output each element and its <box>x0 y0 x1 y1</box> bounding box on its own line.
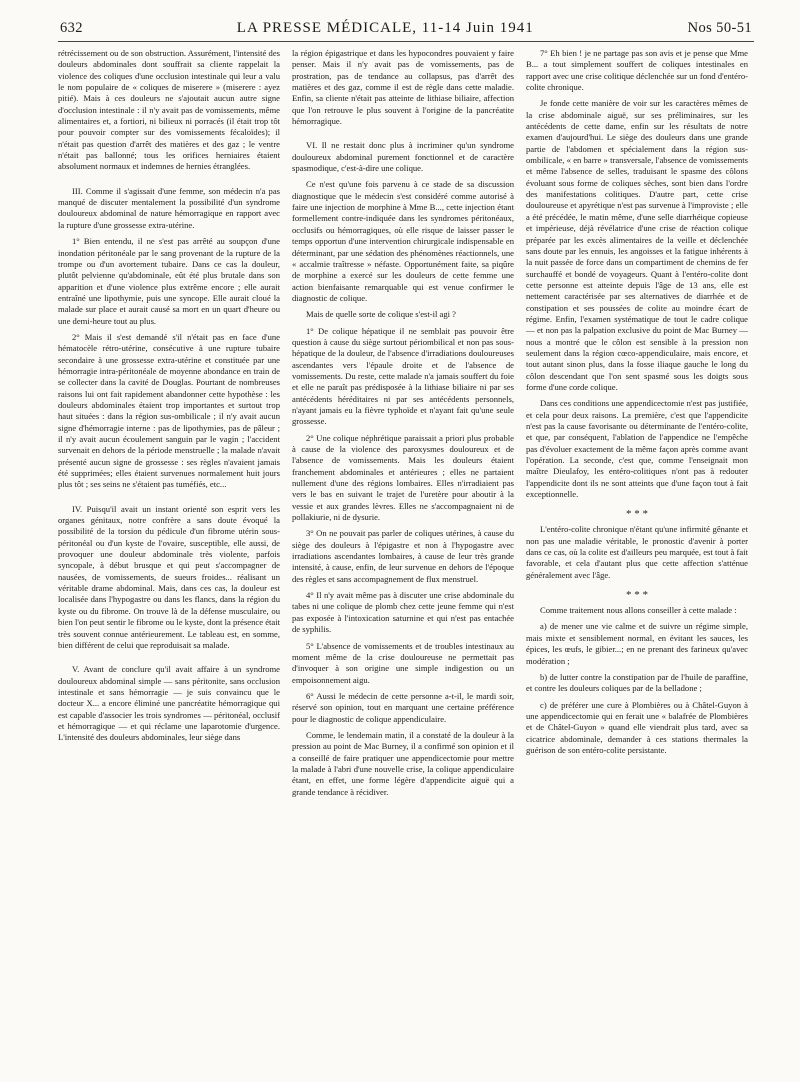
paragraph: a) de mener une vie calme et de suivre un régime simple, mais mixte et sensiblement normal, en évitant les sauces, les épices, les œufs, le gibier...; en ne prenant des farineux qu'avec modération ; <box>526 621 748 666</box>
paragraph: V. Avant de conclure qu'il avait affaire à un syndrome douloureux abdominal simple — sans péritonite, sans occlusion intestinale et sans hémorragie — je suis convaincu que le docteur X... a encore éliminé une pancréatite hémorragique qui est capable d'associer les trois syndromes — péritonéal, occlusif et hémorragique — et qui réclame une laparotomie d'urgence. L'intensité des douleurs abdominales, leur siège dans <box>58 664 280 743</box>
column-right <box>526 48 748 803</box>
paragraph: 1° De colique hépatique il ne semblait pas pouvoir être question à cause du siège surtout périombilical et non pas sous-hépatique de la douleur, de l'absence d'irradiations douloureuses ascendantes vers l'épaule droite et de l'absence de vomissements. Du reste, cette malade n'a jamais souffert du foie et elle ne paraît pas prédisposée à la lithiase biliaire ni par ses antécédents héréditaires ni par ses antécédents personnels, n'ayant jamais eu la fièvre typhoïde et n'ayant fait qu'une seule grossesse. <box>292 325 514 427</box>
paragraph: b) de lutter contre la constipation par de l'huile de paraffine, et contre les douleurs coliques par de la belladone ; <box>526 671 748 694</box>
paragraph: IV. Puisqu'il avait un instant orienté son esprit vers les organes génitaux, notre confrère a sans doute évoqué la possibilité de la torsion du pédicule d'un fibrome utérin sous-péritonéal ou d'un kyste de l'ovaire, susceptible, elle aussi, de provoquer une douleur abdominale très violente, parfois syncopale, à début brusque et qui peut s'accompagner de nausées, de vomissements, de sueurs froides... réalisant un véritable drame abdominal. Mais, dans ces cas, la douleur est localisée dans l'hypogastre ou dans les flancs, dans la région du kyste ou du fibrome. On trouve là de la défense musculaire, ou bien l'on peut sentir le fibrome ou le kyste, dont la présence était très souvent connue antérieurement. Le tableau est, en somme, bien différent de celui que reproduisait sa malade. <box>58 503 280 650</box>
paragraph: L'entéro-colite chronique n'étant qu'une infirmité gênante et non pas une maladie véritable, le pronostic d'avenir à porter dans ce cas, où la colite est d'ailleurs peu marquée, est tout à fait favorable, et cela d'autant plus que cette affection s'atténue généralement avec l'âge. <box>526 524 748 580</box>
paragraph: 3° On ne pouvait pas parler de coliques utérines, à cause du siège des douleurs à l'épigastre et non à l'hypogastre avec irradiations ascendantes lombaires, à cause de leur très grande intensité, à cause, enfin, de leur survenue en dehors de l'époque des règles et sans accompagnement de flux menstruel. <box>292 528 514 584</box>
paragraph: Comme traitement nous allons conseiller à cette malade : <box>540 605 737 616</box>
paragraph: rétrécissement ou de son obstruction. Assurément, l'intensité des douleurs abdominales dont souffrait sa cliente rappelait la violence des coliques d'une occlusion intestinale qui leur a valu le nom populaire de « coliques de miserere » (miserere : ayez pitié). Mais à ces douleurs ne s'ajoutait aucun autre signe d'occlusion intestinale : il n'y avait pas de vomissements, même alimentaires et, a fortiori, ni bilieux ni porracés (il était trop tôt pour pouvoir compter sur des vomissements fécaloïdes); il n'était pas question d'arrêt des matières et des gaz ; le ventre n'était pas ballonné; tous les orifices herniaires étaient absolument normaux et indemnes de hernies étranglées. <box>58 48 280 172</box>
paragraph: c) de préférer une cure à Plombières ou à Châtel-Guyon à une appendicectomie qui en ferait une « balafrée de Plombières et de Châtel-Guyon » quand elle viendrait plus tard, avec sa cicatrice abdominale, demander à ces stations thermales la guérison de son entéro-colite persistante. <box>526 699 748 755</box>
paragraph: 1° Bien entendu, il ne s'est pas arrêté au soupçon d'une inondation péritonéale par le sang provenant de la rupture de la trompe ou d'un avortement tubaire. Dans ce cas la douleur, plutôt pelvienne qu'abdominale, eût été plus brutale dans son apparition et d'une violence plus extrême encore ; elle aurait entraîné une lipothymie, puis une syncope. Elle aurait cloué la malade sur place et aurait causé sa mort en un quart d'heure ou une demi-heure tout au plus. <box>58 236 280 326</box>
issue-number: Nos 50-51 <box>687 20 752 36</box>
page-number: 632 <box>60 20 83 36</box>
paragraph: 2° Une colique néphrétique paraissait a priori plus probable à cause de la violence des paroxysmes douloureux et de l'absence de vomissements. Mais les douleurs étaient franchement abdominales et antérieures ; elles ne partaient nullement d'une des régions lombaires. Elles n'irradiaient pas vers le bas en suivant le trajet de l'uretère pour aboutir à la vessie et aux grandes lèvres. Elles ne s'accompagnaient ni de pollakiurie, ni de dysurie. <box>292 432 514 523</box>
paragraph: Je fonde cette manière de voir sur les caractères mêmes de la crise abdominale aiguë, sur ses préliminaires, sur les antécédents de cette dame, enfin sur les résultats de notre examen d'aujourd'hui. Le siège des douleurs dans une grande partie de l'abdomen et spécialement dans la région sus-ombilicale, « en barre » transversale, l'absence de vomissements et même l'absence de selles, traduisant le spasme des côlons évoluant sous forme de coliques sèches, sont bien dans l'ordre des manifestations colitiques. D'autre part, cette crise douloureuse et apyrétique n'est pas survenue à l'improviste ; elle a été précédée, le matin même, d'une selle diarrhéique copieuse et impérieuse, déjà révélatrice d'une crise de réaction colique préparée par les excès alimentaires de la veille et déclenchée sans doute par les ennuis, les angoisses et la fatigue inhérents à la nuit passée de force dans un compartiment de chemins de fer surchauffé et bondé de voyageurs. Quant à l'entéro-colite dont cette personne est atteinte depuis l'âge de 13 ans, elle est nettement caractérisée par ses alternatives de diarrhée et de constipation et ses poussées de colite au moindre écart de régime. Enfin, l'examen systématique de tout le cadre colique — et non pas la palpation exclusive du point de Mac Burney — nous a montré que le côlon est sensible à la pression non seulement dans la région cœco-appendiculaire, mais encore, et tout autant sinon plus, dans la fosse iliaque gauche le long du côlon descendant que l'on sent spasmé sous les doigts sous forme d'une corde colique. <box>526 98 748 392</box>
section-separator: * * * <box>626 589 648 602</box>
article-columns <box>58 48 754 803</box>
journal-title: LA PRESSE MÉDICALE, 11-14 Juin 1941 <box>236 20 534 36</box>
paragraph: Comme, le lendemain matin, il a constaté de la douleur à la pression au point de Mac Burney, il a confirmé son opinion et il a conseillé de faire pratiquer une appendicectomie pour mettre la malade à l'abri d'une nouvelle crise, la colique appendiculaire étant, en effet, une forme légère d'appendicite aiguë qui a grande tendance à récidiver. <box>292 729 514 797</box>
paragraph: 4° Il n'y avait même pas à discuter une crise abdominale du tabes ni une colique de plomb chez cette jeune femme qui n'est pas exposée à l'intoxication saturnine et qui n'est pas entachée de syphilis. <box>292 590 514 635</box>
paragraph: Dans ces conditions une appendicectomie n'est pas justifiée, et cela pour deux raisons. La première, c'est que l'appendicite n'est pas la cause favorisante ou déterminante de l'entéro-colite, et que, par conséquent, l'ablation de l'appendice ne l'empêche pas d'évoluer exactement de la même façon après comme avant l'opération. La seconde, c'est que, comme l'enseignait mon maître Dieulafoy, les entéro-colitiques n'ont pas à redouter l'appendicite dont ils ne sont atteints que d'une façon tout à fait exceptionnelle. <box>526 398 748 500</box>
paragraph: 5° L'absence de vomissements et de troubles intestinaux au moment même de la crise douloureuse ne permettait pas d'invoquer à son origine une simple indigestion ou un empoisonnement aigu. <box>292 640 514 685</box>
paragraph: 6° Aussi le médecin de cette personne a-t-il, le mardi soir, réservé son opinion, tout en marquant une certaine préférence pour le diagnostic de colique appendiculaire. <box>292 690 514 724</box>
column-middle <box>292 48 514 803</box>
paragraph: Ce n'est qu'une fois parvenu à ce stade de sa discussion diagnostique que le médecin s'est considéré comme autorisé à faire une injection de morphine à Mme B..., cette injection étant formellement contre-indiquée dans les syndromes péritonéaux, occlusifs ou hémorragiques, où elle risque de laisser passer le temps opportun d'une intervention chirurgicale indispensable en déterminant, par une sédation des phénomènes réactionnels, une « accalmie traîtresse » néfaste. Opportunément faite, sa piqûre de morphine a exercé sur les douleurs de cette femme une action bienfaisante remarquable qui est venue confirmer le diagnostic de colique. <box>292 179 514 303</box>
paragraph: VI. Il ne restait donc plus à incriminer qu'un syndrome douloureux abdominal purement fonctionnel et de caractère spasmodique, c'est-à-dire une colique. <box>292 140 514 174</box>
section-separator: * * * <box>626 508 648 521</box>
paragraph: Mais de quelle sorte de colique s'est-il agi ? <box>306 309 456 320</box>
column-left <box>58 48 280 803</box>
paragraph: 7° Eh bien ! je ne partage pas son avis et je pense que Mme B... a tout simplement souffert de coliques intestinales en rapport avec une crise colitique déclenchée sur un fond d'entéro-colite chronique. <box>526 48 748 93</box>
paragraph: la région épigastrique et dans les hypocondres pouvaient y faire penser. Mais il n'y avait pas de vomissements, pas de prostration, pas de tendance au collapsus, pas d'arrêt des matières et des gaz, comme il est de règle dans cette maladie. Enfin, sa cliente n'était pas atteinte de lithiase biliaire, affection que l'on retrouve le plus souvent à l'origine de la pancréatite hémorragique. <box>292 48 514 127</box>
paragraph: III. Comme il s'agissait d'une femme, son médecin n'a pas manqué de discuter mentalement la possibilité d'un syndrome douloureux abdominal de nature hémorragique en rapport avec la rupture d'une grossesse extra-utérine. <box>58 185 280 230</box>
page-header <box>58 20 754 42</box>
paragraph: 2° Mais il s'est demandé s'il n'était pas en face d'une hématocèle rétro-utérine, consécutive à une rupture tubaire secondaire à une grossesse extra-utérine et constituée par une hémorragie intra-péritonéale de moyenne abondance en train de se collecter dans la cavité de Douglas. Pourtant de nombreuses raisons lui ont fait rapidement abandonner cette hypothèse : les douleurs abdominales étaient trop importantes et surtout trop haut situées : dans la région sus-ombilicale ; il n'y avait aucun signe d'hémorragie interne : pas de lipothymies, pas de pâleur ; il n'y avait aucun écoulement sanguin par le vagin ; l'accident survenait en dehors de la période menstruelle ; la malade n'avait présenté aucun signe de grossesse : ses règles n'avaient jamais été supprimées; elles étaient survenues normalement huit jours plus tôt ; ses seins ne s'étaient pas tuméfiés, etc... <box>58 331 280 490</box>
